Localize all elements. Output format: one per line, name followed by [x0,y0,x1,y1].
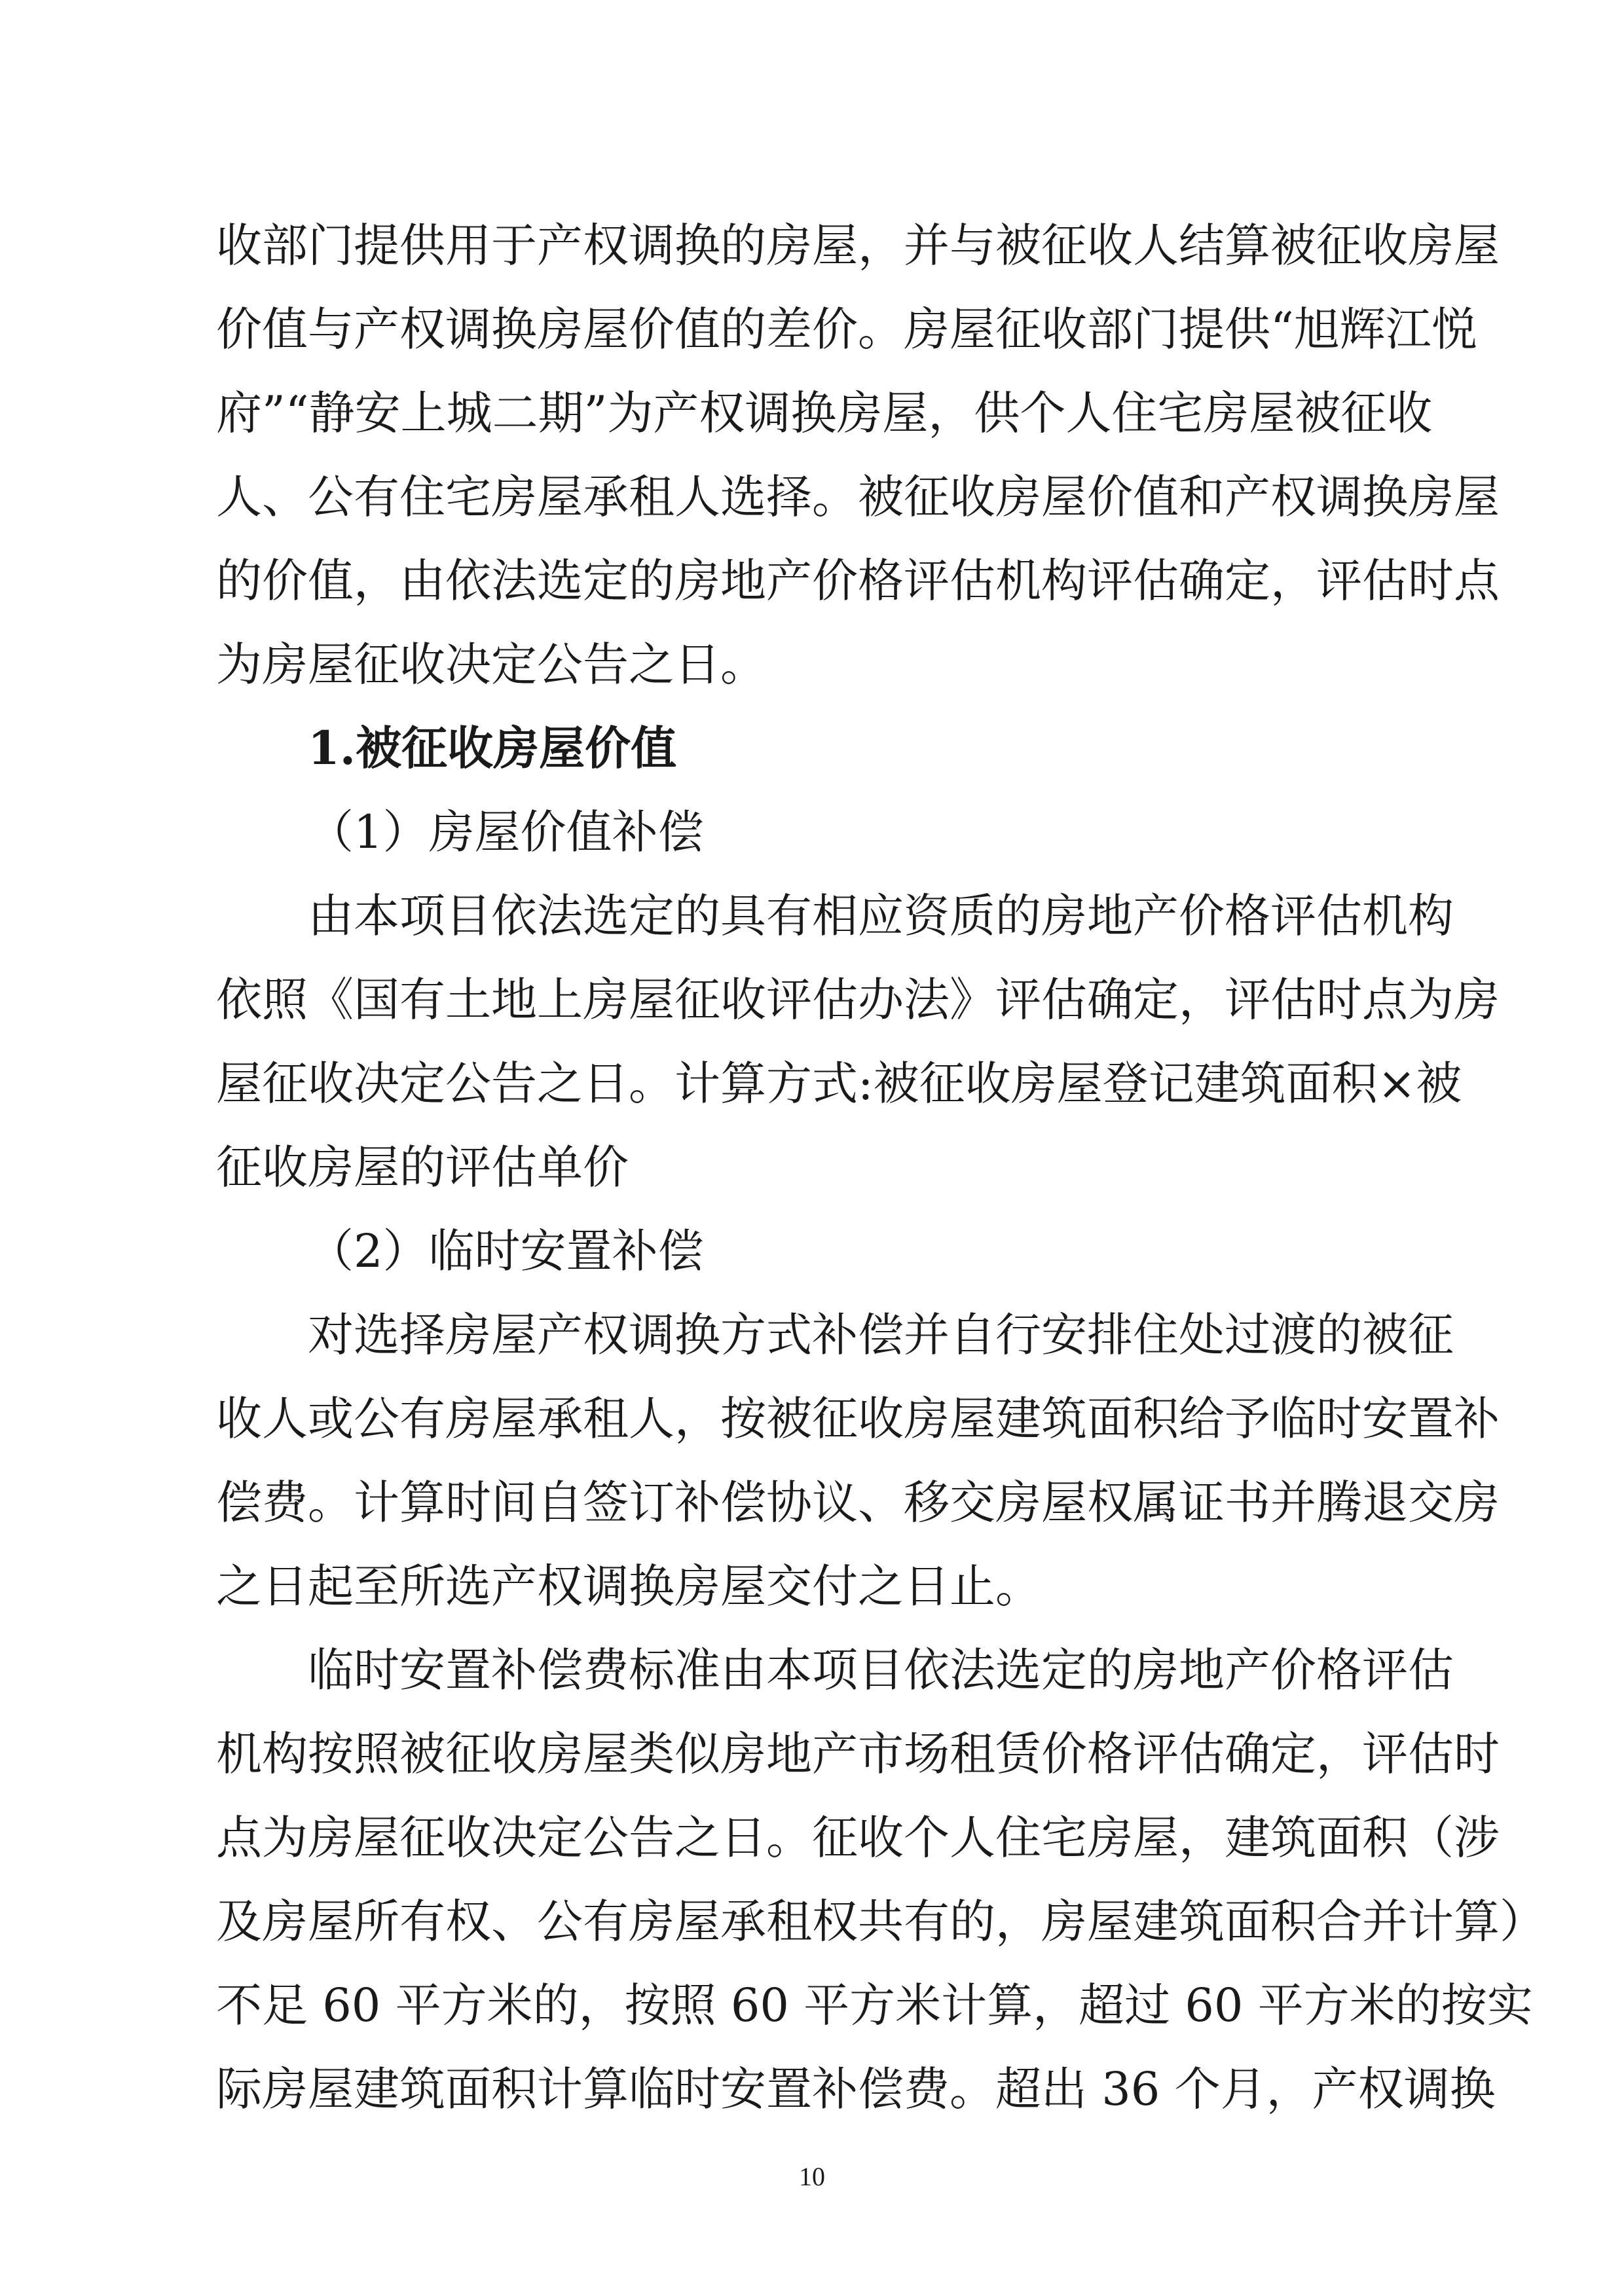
subsection-heading: （2）临时安置补偿 [308,1224,704,1278]
body-text-line: 之日起至所选产权调换房屋交付之日止。 [216,1559,1041,1613]
body-text-line: 收人或公有房屋承租人，按被征收房屋建筑面积给予临时安置补 [216,1392,1500,1446]
body-text-line: 临时安置补偿费标准由本项目依法选定的房地产价格评估 [308,1643,1454,1697]
body-text-line: 偿费。计算时间自签订补偿协议、移交房屋权属证书并腾退交房 [216,1476,1500,1529]
section-heading: 1.被征收房屋价值 [308,721,677,775]
body-text-line: 人、公有住宅房屋承租人选择。被征收房屋价值和产权调换房屋 [216,470,1500,524]
body-text-line: 依照《国有土地上房屋征收评估办法》评估确定，评估时点为房 [216,973,1500,1027]
body-text-line: 对选择房屋产权调换方式补偿并自行安排住处过渡的被征 [308,1308,1454,1362]
body-text-line: 及房屋所有权、公有房屋承租权共有的，房屋建筑面积合并计算） [216,1895,1545,1948]
body-text-line: 为房屋征收决定公告之日。 [216,638,766,691]
body-text-line: 际房屋建筑面积计算临时安置补偿费。超出 36 个月，产权调换 [216,2062,1496,2116]
page-number: 10 [799,2162,825,2191]
body-text-line: 不足 60 平方米的，按照 60 平方米计算，超过 60 平方米的按实 [216,1978,1533,2032]
body-text-line: 机构按照被征收房屋类似房地产市场租赁价格评估确定，评估时 [216,1727,1500,1781]
body-text-line: 征收房屋的评估单价 [216,1140,629,1194]
body-text-line: 收部门提供用于产权调换的房屋，并与被征收人结算被征收房屋 [216,219,1500,272]
body-text-line: 的价值，由依法选定的房地产价格评估机构评估确定，评估时点 [216,554,1500,608]
body-text-line: 价值与产权调换房屋价值的差价。房屋征收部门提供“旭辉江悦 [216,302,1477,356]
body-text-line: 府”“静安上城二期”为产权调换房屋，供个人住宅房屋被征收 [216,386,1433,440]
subsection-heading: （1）房屋价值补偿 [308,805,704,859]
body-text-line: 点为房屋征收决定公告之日。征收个人住宅房屋，建筑面积（涉 [216,1811,1500,1865]
body-text-line: 由本项目依法选定的具有相应资质的房地产价格评估机构 [308,889,1454,943]
body-text-line: 屋征收决定公告之日。计算方式:被征收房屋登记建筑面积×被 [216,1057,1462,1110]
